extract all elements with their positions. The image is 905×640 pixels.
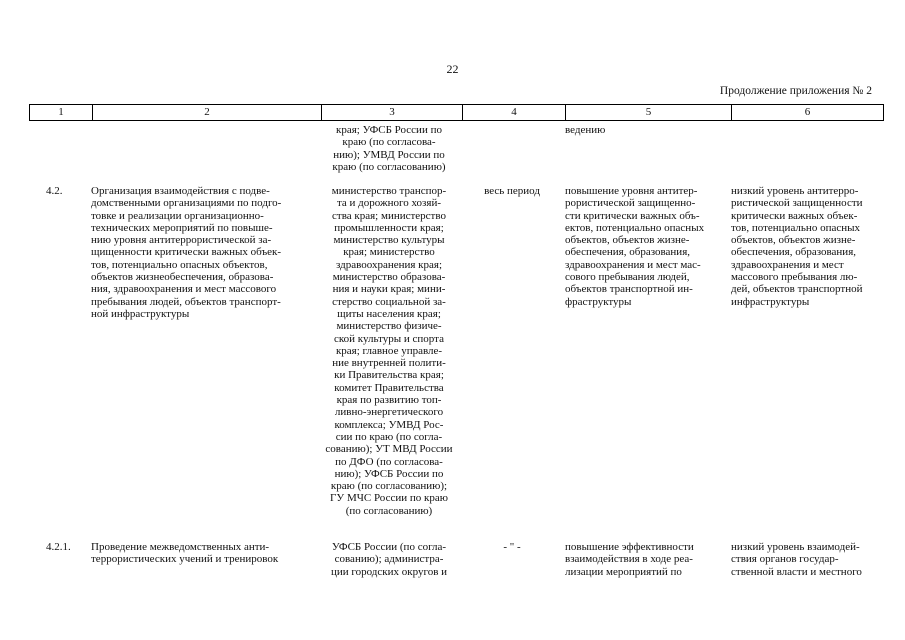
row-4-2-1-measure [91,541,317,566]
row-4-2-measure [91,185,317,320]
text-line: ния, здравоохранения и мест массового [91,283,277,296]
text-line: комплекса; УМВД Рос- [334,418,444,431]
row-4-2-1-number: 4.2.1. [46,541,71,553]
row-4-2-executors [320,185,458,517]
column-header-4: 4 [463,105,566,120]
row-4-2-period [462,185,562,197]
row-4-2-1-executors [320,541,458,578]
text-line: тов, потенциально опасных объектов, [91,258,268,271]
row-4-2-result [565,185,728,308]
text-line: сованию); администра- [334,553,444,566]
text-line: краю (по согласова- [342,136,436,149]
text-line: министерство транспор- [331,185,447,197]
text-line: объектов, объектов жизне- [731,234,856,247]
text-line: ливно-энергетического [334,406,444,419]
text-line: террористических учений и тренировок [91,553,279,566]
text-line: взаимодействия в ходе реа- [565,553,693,566]
text-line: ской культуры и спорта [334,332,444,345]
text-line: здравоохранения и мест [731,258,844,271]
text-line: низкий уровень взаимодей- [731,541,860,553]
text-line: дей, объектов транспортной [731,283,863,296]
text-line: повышение эффективности [565,541,694,553]
text-line: ведению [565,124,606,136]
text-line: ки Правительства края; [334,369,444,382]
text-line: здравоохранения края; [335,258,443,271]
text-line: министерство культуры [333,234,445,247]
text-line: рористической защищенно- [565,197,696,210]
text-line: низкий уровень антитерро- [731,185,859,197]
text-line: ГУ МЧС России по краю [330,492,448,505]
text-line: края по развитию топ- [336,394,442,407]
text-line: сти критически важных объ- [565,209,700,222]
text-line: лизации мероприятий по [565,565,682,578]
text-line: нию уровня антитеррористической за- [91,234,272,247]
page-number: 22 [446,62,459,76]
text-line: ной инфраструктуры [91,307,190,320]
text-line: УФСБ России (по согла- [331,541,447,553]
text-line: технических мероприятий по повыше- [91,221,273,234]
text-line: нию); УМВД России по [333,148,445,161]
text-line: краю (по согласованию); [330,480,448,493]
text-line: Организация взаимодействия с подве- [91,185,270,197]
row-4-2-number: 4.2. [46,185,63,197]
text-line: министерство физиче- [336,320,442,333]
text-line: объектов, объектов жизне- [565,234,690,247]
text-line: края; главное управле- [335,344,443,357]
text-line: здравоохранения и мест мас- [565,258,701,271]
text-line: стерство социальной за- [332,295,446,308]
text-line: повышение уровня антитер- [565,185,698,197]
text-line: инфраструктуры [731,295,810,308]
text-line: ства края; министерство [332,209,446,222]
text-line: объектов транспортной ин- [565,283,693,296]
text-line: щищенности критически важных объек- [91,246,282,259]
text-line: комитет Правительства [334,381,444,394]
carryover-executors [320,124,458,173]
carryover-result [565,124,728,136]
text-line: ствия органов государ- [731,553,839,566]
row-4-2-1-risk [731,541,891,578]
column-header-5: 5 [566,105,732,120]
text-line: обеспечения, образования, [731,246,857,259]
text-line: края; УФСБ России по [336,124,442,136]
text-line: промышленности края; [334,221,444,234]
text-line: краю (по согласованию) [332,160,446,173]
text-line: (по согласованию) [345,504,433,517]
text-line: сии по краю (по согла- [335,430,443,443]
column-header-3: 3 [322,105,463,120]
text-line: ственной власти и местного [731,565,862,578]
text-line: щиты населения края; [337,307,441,320]
row-4-2-1-result [565,541,728,578]
text-line: товке и реализации организационно- [91,209,264,222]
text-line: нию); УФСБ России по [334,467,444,480]
text-line: края; министерство [343,246,435,259]
text-line: сового пребывания людей, [565,271,690,284]
text-line: домственными организациями по подго- [91,197,282,210]
text-line: фраструктуры [565,295,632,308]
text-line: объектов жизнеобеспечения, образова- [91,271,274,284]
text-line: сованию); УТ МВД России [325,443,453,456]
column-header-6: 6 [804,106,811,118]
text-line: - " - [503,541,521,553]
text-line: министерство образова- [332,271,446,284]
row-4-2-risk [731,185,891,308]
text-line: та и дорожного хозяй- [336,197,442,210]
text-line: тов, потенциально опасных [731,221,860,234]
text-line: ние внутренней полити- [332,357,446,370]
text-line: ектов, потенциально опасных [565,221,705,234]
column-header-2: 2 [93,105,322,120]
text-line: по ДФО (по согласова- [335,455,443,468]
table-column-header [29,104,884,121]
text-line: ции городских округов и [330,565,448,578]
text-line: ния и науки края; мини- [332,283,446,296]
text-line: весь период [484,185,540,197]
text-line: пребывания людей, объектов транспорт- [91,295,281,308]
column-header-1: 1 [30,105,93,120]
text-line: критически важных объек- [731,209,858,222]
continuation-label: Продолжение приложения № 2 [719,85,872,97]
text-line: Проведение межведомственных анти- [91,541,270,553]
row-4-2-1-period [462,541,562,553]
text-line: массового пребывания лю- [731,271,858,284]
text-line: ристической защищенности [731,197,863,210]
text-line: обеспечения, образования, [565,246,691,259]
